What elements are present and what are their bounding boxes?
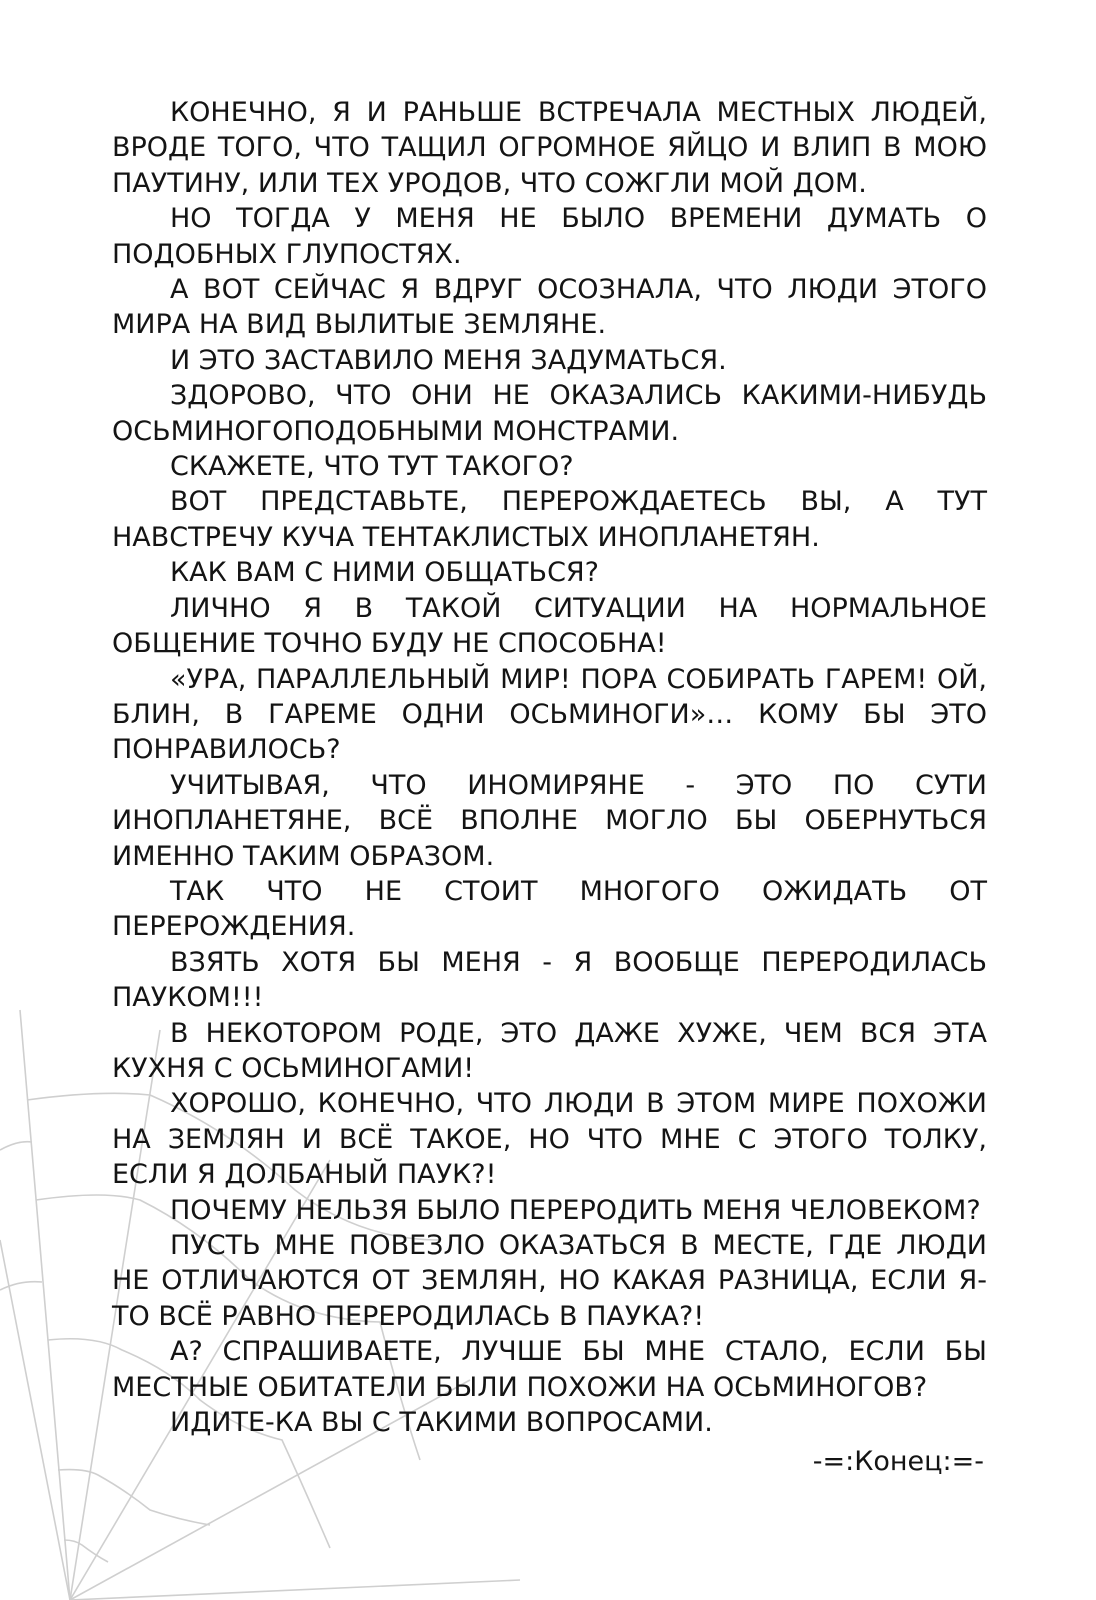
ending-mark: -=:Конец:=- bbox=[812, 1446, 984, 1477]
paragraph: ЛИЧНО Я В ТАКОЙ СИТУАЦИИ НА НОРМАЛЬНОЕ ОБЩЕНИЕ ТОЧНО БУДУ НЕ СПОСОБНА! bbox=[112, 592, 987, 660]
paragraph: ПУСТЬ МНЕ ПОВЕЗЛО ОКАЗАТЬСЯ В МЕСТЕ, ГДЕ ЛЮДИ НЕ ОТЛИЧАЮТСЯ ОТ ЗЕМЛЯН, НО КАКАЯ РАЗНИЦА, ЕСЛИ Я-ТО ВСЁ РАВНО ПЕРЕРОДИЛАСЬ В ПАУКА?! bbox=[112, 1230, 987, 1332]
paragraph: КАК ВАМ С НИМИ ОБЩАТЬСЯ? bbox=[170, 557, 600, 589]
paragraph: А? СПРАШИВАЕТЕ, ЛУЧШЕ БЫ МНЕ СТАЛО, ЕСЛИ БЫ МЕСТНЫЕ ОБИТАТЕЛИ БЫЛИ ПОХОЖИ НА ОСЬМИНОГОВ? bbox=[112, 1336, 987, 1403]
paragraph: ХОРОШО, КОНЕЧНО, ЧТО ЛЮДИ В ЭТОМ МИРЕ ПОХОЖИ НА ЗЕМЛЯН И ВСЁ ТАКОЕ, НО ЧТО МНЕ С ЭТОГО ТОЛКУ, ЕСЛИ Я ДОЛБАНЫЙ ПАУК?! bbox=[112, 1088, 987, 1191]
paragraph: ПОЧЕМУ НЕЛЬЗЯ БЫЛО ПЕРЕРОДИТЬ МЕНЯ ЧЕЛОВЕКОМ? bbox=[170, 1194, 981, 1226]
paragraph: КОНЕЧНО, Я И РАНЬШЕ ВСТРЕЧАЛА МЕСТНЫХ ЛЮДЕЙ, ВРОДЕ ТОГО, ЧТО ТАЩИЛ ОГРОМНОЕ ЯЙЦО И ВЛИП В МОЮ ПАУТИНУ, ИЛИ ТЕХ УРОДОВ, ЧТО СОЖГЛИ МОЙ ДОМ. bbox=[112, 97, 987, 199]
paragraph: И ЭТО ЗАСТАВИЛО МЕНЯ ЗАДУМАТЬСЯ. bbox=[170, 344, 727, 376]
paragraph: ВОТ ПРЕДСТАВЬТЕ, ПЕРЕРОЖДАЕТЕСЬ ВЫ, А ТУТ НАВСТРЕЧУ КУЧА ТЕНТАКЛИСТЫХ ИНОПЛАНЕТЯН. bbox=[112, 486, 987, 553]
paragraph: ЗДОРОВО, ЧТО ОНИ НЕ ОКАЗАЛИСЬ КАКИМИ-НИБУДЬ ОСЬМИНОГОПОДОБНЫМИ МОНСТРАМИ. bbox=[112, 380, 987, 447]
paragraph: СКАЖЕТЕ, ЧТО ТУТ ТАКОГО? bbox=[170, 451, 574, 483]
paragraph: «УРА, ПАРАЛЛЕЛЬНЫЙ МИР! ПОРА СОБИРАТЬ ГАРЕМ! ОЙ, БЛИН, В ГАРЕМЕ ОДНИ ОСЬМИНОГИ»… КОМУ БЫ ЭТО ПОНРАВИЛОСЬ? bbox=[112, 663, 987, 766]
paragraph: ИДИТЕ-КА ВЫ С ТАКИМИ ВОПРОСАМИ. bbox=[170, 1407, 713, 1439]
paragraph: НО ТОГДА У МЕНЯ НЕ БЫЛО ВРЕМЕНИ ДУМАТЬ О ПОДОБНЫХ ГЛУПОСТЯХ. bbox=[112, 203, 987, 270]
paragraph: ВЗЯТЬ ХОТЯ БЫ МЕНЯ - Я ВООБЩЕ ПЕРЕРОДИЛАСЬ ПАУКОМ!!! bbox=[112, 946, 987, 1014]
paragraph: УЧИТЫВАЯ, ЧТО ИНОМИРЯНЕ - ЭТО ПО СУТИ ИНОПЛАНЕТЯНЕ, ВСЁ ВПОЛНЕ МОГЛО БЫ ОБЕРНУТЬСЯ ИМЕННО ТАКИМ ОБРАЗОМ. bbox=[112, 769, 987, 872]
story-text bbox=[112, 95, 987, 1440]
paragraph: ТАК ЧТО НЕ СТОИТ МНОГОГО ОЖИДАТЬ ОТ ПЕРЕРОЖДЕНИЯ. bbox=[112, 875, 987, 943]
paragraph: А ВОТ СЕЙЧАС Я ВДРУГ ОСОЗНАЛА, ЧТО ЛЮДИ ЭТОГО МИРА НА ВИД ВЫЛИТЫЕ ЗЕМЛЯНЕ. bbox=[112, 274, 987, 341]
paragraph: В НЕКОТОРОМ РОДЕ, ЭТО ДАЖЕ ХУЖЕ, ЧЕМ ВСЯ ЭТА КУХНЯ С ОСЬМИНОГАМИ! bbox=[112, 1017, 987, 1084]
